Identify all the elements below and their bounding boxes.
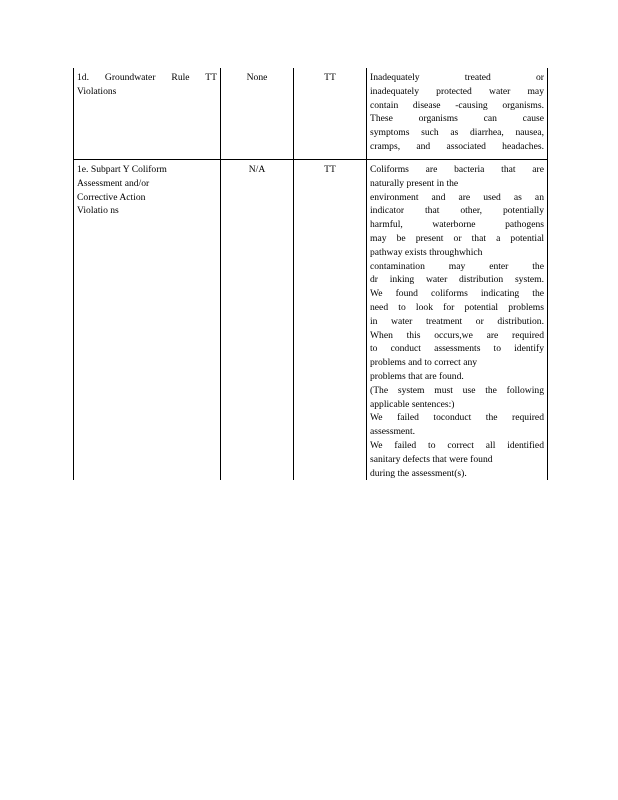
health-effects-cell (367, 160, 548, 481)
violation-name-line: 1d. Groundwater Rule TT (77, 72, 217, 83)
violation-name-line: Violatio ns (77, 205, 119, 217)
effects-line: Coliforms are bacteria that are (370, 164, 544, 175)
effects-line: (The system must use the following (370, 384, 544, 396)
effects-line: naturally present in the (370, 177, 459, 189)
mcl-value: N/A (248, 164, 266, 175)
level-value: TT (324, 164, 336, 175)
effects-line: sanitary defects that were found (370, 453, 493, 465)
mcl-cell (221, 68, 294, 160)
effects-line: applicable sentences:) (370, 398, 455, 410)
level-value: TT (324, 72, 336, 83)
effects-line: cramps, and associated headaches. (370, 140, 544, 152)
effects-line: during the assessment(s). (370, 467, 467, 479)
effects-line: to conduct assessments to identify (370, 343, 544, 355)
effects-line: environment and are used as an (370, 191, 544, 203)
level-cell (294, 160, 367, 481)
mcl-value: None (246, 72, 268, 83)
violations-table (73, 68, 548, 480)
effects-line: in water treatment or distribution. (370, 315, 544, 327)
effects-line: need to look for potential problems (370, 301, 544, 313)
effects-line: When this occurs,we are required (370, 329, 544, 341)
effects-line: We failed to correct all identified (370, 439, 544, 451)
violation-name-cell (74, 68, 221, 160)
violation-name-line: Assessment and/or (77, 177, 150, 189)
violation-name-line: Corrective Action (77, 191, 146, 203)
effects-line: contamination may enter the (370, 260, 544, 272)
effects-line: contain disease -causing organisms. (370, 99, 544, 111)
mcl-cell (221, 160, 294, 481)
effects-line: symptoms such as diarrhea, nausea, (370, 127, 544, 139)
health-effects-cell (367, 68, 548, 160)
effects-line: may be present or that a potential (370, 232, 544, 244)
effects-line: assessment. (370, 426, 416, 438)
violation-name-line: Violations (77, 85, 117, 97)
effects-line: We found coliforms indicating the (370, 288, 544, 300)
violation-name-cell (74, 160, 221, 481)
table-row (74, 160, 548, 481)
level-cell (294, 68, 367, 160)
effects-line: pathway exists throughwhich (370, 246, 483, 258)
violation-name-line: 1e. Subpart Y Coliform (77, 164, 167, 175)
effects-line: harmful, waterborne pathogens (370, 219, 544, 231)
effects-line: dr inking water distribution system. (370, 274, 544, 286)
effects-line: These organisms can cause (370, 113, 544, 125)
effects-line: indicator that other, potentially (370, 205, 544, 217)
effects-line: problems that are found. (370, 370, 464, 382)
effects-line: We failed toconduct the required (370, 412, 544, 424)
effects-line: inadequately protected water may (370, 85, 544, 97)
effects-line: problems and to correct any (370, 357, 478, 369)
table-row (74, 68, 548, 160)
effects-line: Inadequately treated or (370, 72, 544, 83)
